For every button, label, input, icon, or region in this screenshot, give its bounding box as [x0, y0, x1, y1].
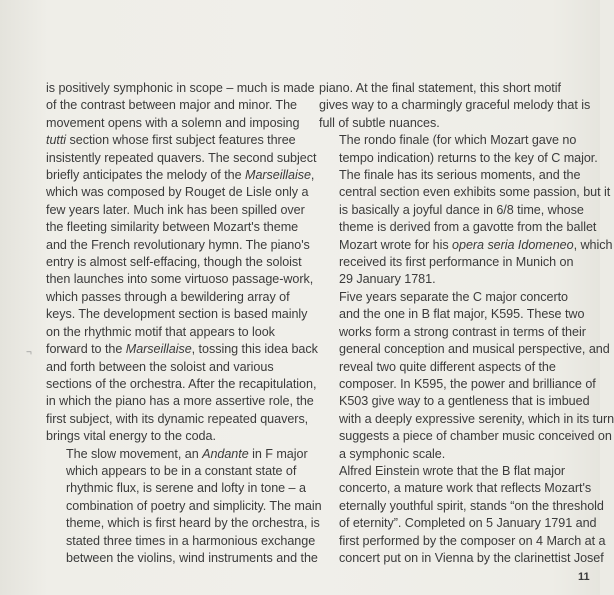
- right-column: [319, 80, 614, 567]
- text-line: entry is almost self-effacing, though the soloist: [46, 255, 302, 270]
- paragraph-einstein: [319, 463, 606, 567]
- text-line: tutti section whose first subject features three: [46, 133, 296, 148]
- left-column: [46, 80, 322, 567]
- text-line: reveal two quite different aspects of the: [339, 359, 556, 374]
- text-line: in which the piano has a more assertive role, the: [46, 394, 314, 409]
- text-line: and the one in B flat major, K595. These two: [339, 307, 585, 322]
- paragraph-slow-movement: [46, 446, 322, 568]
- text-line: which was composed by Rouget de Lisle only a: [46, 185, 309, 200]
- text-line: and forth between the soloist and various: [46, 359, 274, 374]
- page-number: 11: [578, 571, 590, 583]
- text-line: movement opens with a solemn and imposing: [46, 115, 300, 130]
- text-line: gives way to a charmingly graceful melody that is: [319, 98, 591, 113]
- text-line: stated three times in a harmonious exchange: [66, 533, 316, 548]
- text-line: briefly anticipates the melody of the Marseillaise,: [46, 168, 315, 183]
- text-line: The slow movement, an Andante in F major: [66, 446, 308, 461]
- text-line: insistently repeated quavers. The second subject: [46, 150, 317, 165]
- text-line: which appears to be in a constant state of: [66, 463, 297, 478]
- text-line: of eternity”. Completed on 5 January 1791 and: [339, 516, 597, 531]
- text-line: piano. At the final statement, this short motif: [319, 81, 561, 95]
- text-line: general conception and musical perspective, and: [339, 342, 610, 357]
- text-line: then launches into some virtuoso passage-work,: [46, 272, 314, 287]
- text-line: eternally youthful spirit, stands “on the threshold: [339, 498, 604, 513]
- text-line: theme is derived from a gavotte from the ballet: [339, 220, 597, 235]
- text-line: first performed by the composer on 4 March at a: [339, 533, 606, 548]
- text-line: of the contrast between major and minor. The: [46, 98, 297, 113]
- text-line: full of subtle nuances.: [319, 115, 440, 130]
- text-line: works form a strong contrast in terms of their: [339, 324, 586, 339]
- text-line: on the rhythmic motif that appears to look: [46, 324, 275, 339]
- text-line: the fleeting similarity between Mozart's theme: [46, 220, 299, 235]
- text-line: theme, which is first heard by the orchestra, is: [66, 516, 320, 531]
- text-line: which passes through a bewildering array of: [46, 289, 290, 304]
- text-line: rhythmic flux, is serene and lofty in tone – a: [66, 481, 306, 496]
- text-line: composer. In K595, the power and brilliance of: [339, 376, 596, 391]
- text-line: Alfred Einstein wrote that the B flat major: [339, 463, 566, 478]
- text-line: K503 give way to a gentleness that is imbued: [339, 394, 590, 409]
- text-line: concert put on in Vienna by the clarinettist Josef: [339, 550, 604, 565]
- text-line: central section even exhibits some passion, but it: [339, 185, 611, 200]
- text-line: concerto, a mature work that reflects Mozart's: [339, 481, 592, 496]
- text-line: with a deeply expressive serenity, which in its turn: [339, 411, 614, 426]
- text-line: suggests a piece of chamber music conceived on: [339, 429, 612, 444]
- text-line: brings vital energy to the coda.: [46, 429, 216, 444]
- text-line: combination of poetry and simplicity. The main: [66, 498, 322, 513]
- text-line: received its first performance in Munich on: [339, 255, 574, 270]
- text-line: a symphonic scale.: [339, 446, 446, 461]
- text-line: and the French revolutionary hymn. The piano's: [46, 237, 310, 252]
- text-line: The rondo finale (for which Mozart gave no: [339, 133, 577, 148]
- margin-mark: ¬: [26, 347, 32, 358]
- text-line: few years later. Much ink has been spilled over: [46, 202, 305, 217]
- text-line: Mozart wrote for his opera seria Idomeneo, which: [339, 237, 613, 252]
- text-line: Five years separate the C major concerto: [339, 289, 568, 304]
- text-line: tempo indication) returns to the key of C major.: [339, 150, 598, 165]
- text-line: first subject, with its dynamic repeated quavers,: [46, 411, 309, 426]
- paragraph-continuation: [319, 80, 591, 132]
- text-line: keys. The development section is based mainly: [46, 307, 308, 322]
- text-line: sections of the orchestra. After the recapitulation,: [46, 376, 317, 391]
- text-line: is basically a joyful dance in 6/8 time, whose: [339, 202, 584, 217]
- paragraph-first-movement: [46, 80, 318, 446]
- text-line: between the violins, wind instruments and the: [66, 550, 318, 565]
- paragraph-k595: [319, 289, 614, 463]
- text-line: 29 January 1781.: [339, 272, 436, 287]
- paragraph-rondo-finale: [319, 132, 613, 289]
- text-line: The finale has its serious moments, and the: [339, 168, 581, 183]
- text-line: is positively symphonic in scope – much is made: [46, 81, 315, 95]
- text-line: forward to the Marseillaise, tossing this idea back: [46, 342, 318, 357]
